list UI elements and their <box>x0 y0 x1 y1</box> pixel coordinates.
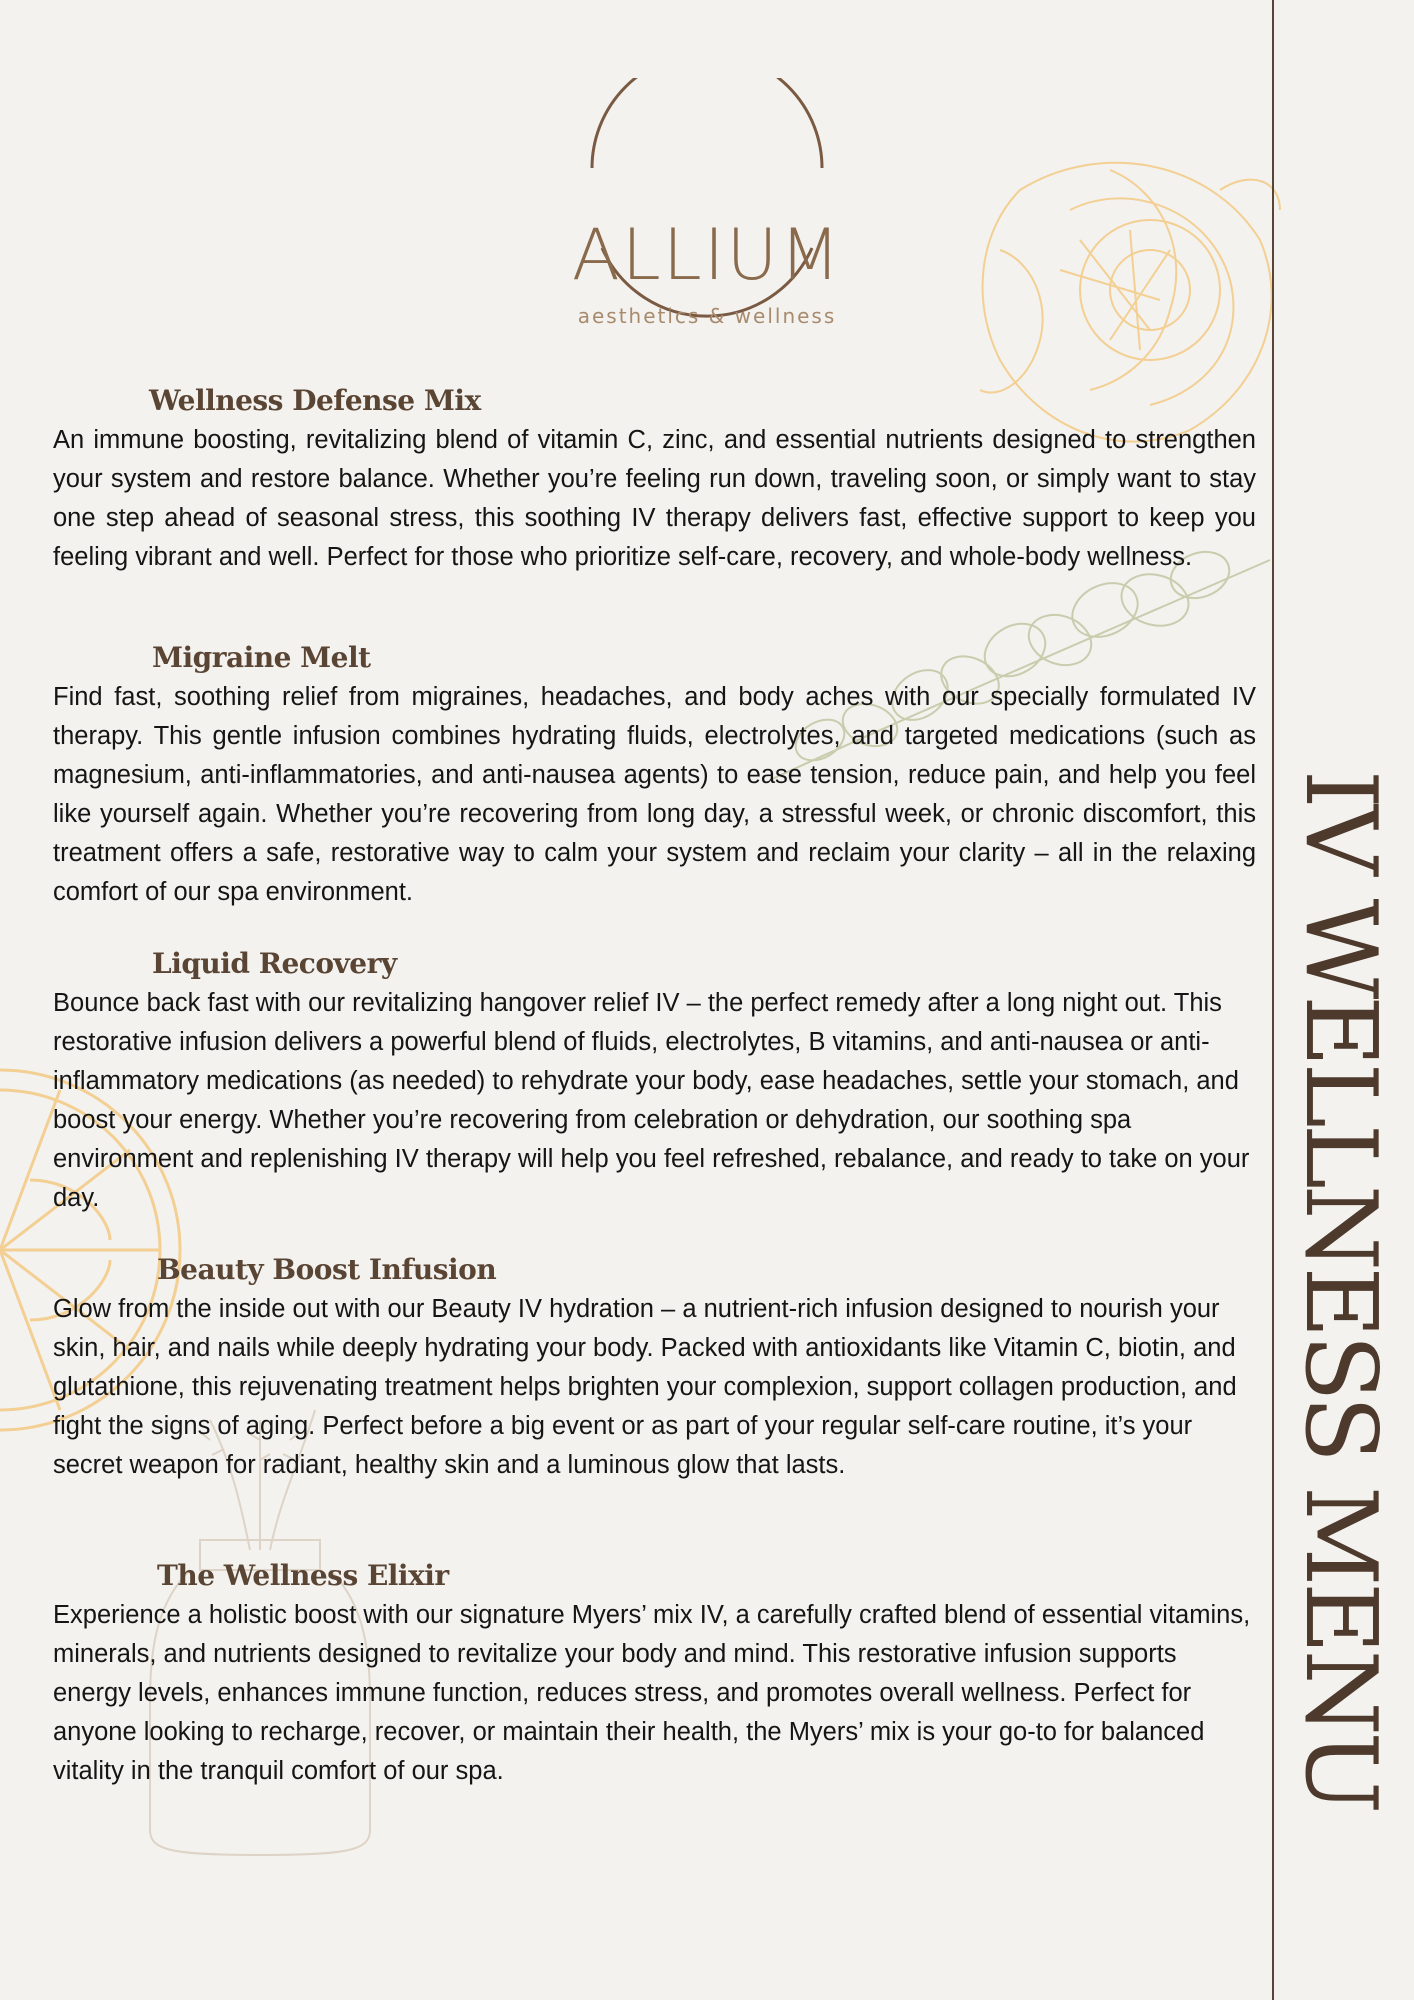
vertical-divider <box>1272 0 1274 2000</box>
brand-name: ALLIUM <box>571 214 843 296</box>
section-title: Migraine Melt <box>152 641 371 674</box>
menu-section-wellness-defense-mix <box>53 381 1256 577</box>
section-title: Wellness Defense Mix <box>149 384 481 417</box>
section-description: Experience a holistic boost with our signature Myers’ mix IV, a carefully crafted blend of essential vitamins, minerals, and nutrients designed to revitalize your body and mind. This restorative infusion supports energy levels, enhances immune function, reduces stress, and promotes overall wellness. Perfect for anyone looking to recharge, recover, or maintain their health, the Myers’ mix is your go-to for balanced vitality in the tranquil comfort of our spa. <box>53 1601 1251 1785</box>
menu-section-liquid-recovery <box>53 944 1256 1218</box>
section-description: Bounce back fast with our revitalizing hangover relief IV – the perfect remedy after a long night out. This restorative infusion delivers a powerful blend of fluids, electrolytes, B vitamins, and anti-nausea or anti-inflammatory medications (as needed) to rehydrate your body, ease headaches, settle your stomach, and boost your energy. Whether you’re recovering from celebration or dehydration, our soothing spa environment and replenishing IV therapy will help you feel refreshed, rebalance, and ready to take on your day. <box>53 989 1250 1212</box>
menu-section-migraine-melt <box>53 638 1256 912</box>
section-title: The Wellness Elixir <box>157 1559 449 1592</box>
section-description: An immune boosting, revitalizing blend of vitamin C, zinc, and essential nutrients designed to strengthen your system and restore balance. Whether you’re feeling run down, traveling soon, or simply want to stay one step ahead of seasonal stress, this soothing IV therapy delivers fast, effective support to keep you feeling vibrant and well. Perfect for those who prioritize self-care, recovery, and whole-body wellness. <box>53 426 1256 571</box>
menu-section-the-wellness-elixir <box>53 1556 1256 1791</box>
side-title: IV WELLNESS MENU <box>1283 769 1397 1811</box>
section-description: Find fast, soothing relief from migraines, headaches, and body aches with our specially formulated IV therapy. This gentle infusion combines hydrating fluids, electrolytes, and targeted medications (such as magnesium, anti-inflammatories, and anti-nausea agents) to ease tension, reduce pain, and help you feel like yourself again. Whether you’re recovering from long day, a stressful week, or chronic discomfort, this treatment offers a safe, restorative way to calm your system and reclaim your clarity – all in the relaxing comfort of our spa environment. <box>53 683 1256 906</box>
menu-section-beauty-boost-infusion <box>53 1250 1256 1485</box>
section-description: Glow from the inside out with our Beauty IV hydration – a nutrient-rich infusion designed to nourish your skin, hair, and nails while deeply hydrating your body. Packed with antioxidants like Vitamin C, biotin, and glutathione, this rejuvenating treatment helps brighten your complexion, support collagen production, and fight the signs of aging. Perfect before a big event or as part of your regular self-care routine, it’s your secret weapon for radiant, healthy skin and a luminous glow that lasts. <box>53 1295 1237 1479</box>
section-title: Beauty Boost Infusion <box>157 1253 497 1286</box>
section-title: Liquid Recovery <box>152 947 397 980</box>
brand-logo <box>552 78 862 328</box>
brand-tagline: aesthetics & wellness <box>577 304 837 328</box>
